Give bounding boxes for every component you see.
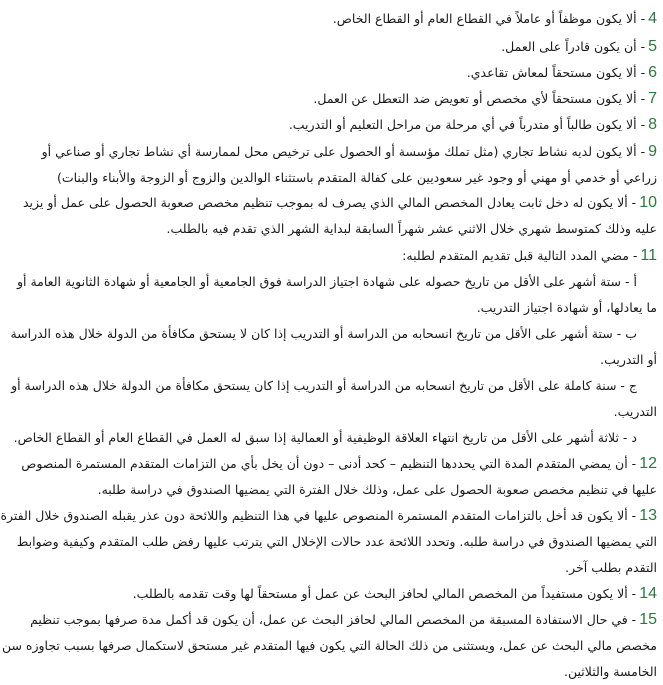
item-number: 10 <box>639 194 657 211</box>
condition-item-15 <box>30 607 657 633</box>
subitem-text: - ستة أشهر على الأقل من تاريخ حصوله على شهادة اجتياز الدراسة فوق الجامعية أو الجامعية أو شهادة الثانوية العامة أو <box>16 274 630 289</box>
condition-item-13-continued <box>16 529 657 555</box>
item-number: 7 <box>648 90 657 107</box>
item-text: - ألا يكون طالباً أو متدرباً في أي مرحلة من مراحل التعليم أو التدريب. <box>288 117 646 132</box>
condition-item-4 <box>85 6 657 32</box>
condition-item-10-continued <box>85 216 657 242</box>
subitem-label: د <box>631 430 637 445</box>
condition-item-12 <box>21 451 657 477</box>
item-number: 14 <box>639 585 657 602</box>
condition-item-13-continued-2 <box>85 555 657 581</box>
item-text: - ألا يكون مستفيداً من المخصص المالي لحافز البحث عن عمل أو مستحقاً لها وقت تقدمه بالطلب. <box>132 586 637 601</box>
item-text: التقدم بطلب آخر. <box>565 560 657 575</box>
subitem-a <box>16 269 637 295</box>
condition-item-11 <box>85 243 657 269</box>
item-number: 8 <box>648 116 657 133</box>
condition-item-10 <box>22 190 657 216</box>
item-text: زراعي أو خدمي أو مهني أو وجود غير سعوديين على كفالة المتقدم باستثناء الوالدين والزوج أو الزوجة والأبناء والبنات) <box>56 170 657 185</box>
condition-item-13 <box>0 503 657 529</box>
condition-item-8 <box>85 112 657 138</box>
item-number: 12 <box>639 455 657 472</box>
item-text: مخصص مالي البحث عن عمل، ويستثنى من ذلك الحالة التي يكون فيها المتقدم غير مستحق لاستكمال صرفها بسبب تجاوزه سن <box>1 638 657 653</box>
item-text: - ألا يكون مستحقاً لمعاش تقاعدي. <box>466 65 646 80</box>
item-text: - ألا يكون لديه نشاط تجاري (مثل تملك مؤسسة أو الحصول على ترخيص محل لممارسة أي نشاط تجاري أو صناعي أو <box>41 144 646 159</box>
subitem-c <box>11 373 637 399</box>
condition-item-9 <box>41 139 657 165</box>
subitem-a-continued <box>85 295 657 321</box>
item-text: - ألا يكون مستحقاً لأي مخصص أو تعويض ضد التعطل عن العمل. <box>313 91 646 106</box>
item-text: - ألا يكون موظفاً أو عاملاً في القطاع العام أو القطاع الخاص. <box>332 11 646 26</box>
item-text: الخامسة والثلاثين. <box>564 664 657 679</box>
subitem-text: أو التدريب. <box>600 352 657 367</box>
subitem-c-continued <box>85 399 657 425</box>
item-number: 15 <box>639 611 657 628</box>
subitem-text: التدريب. <box>613 404 657 419</box>
condition-item-15-continued <box>1 633 657 659</box>
item-number: 6 <box>648 64 657 81</box>
subitem-d <box>13 425 637 451</box>
item-number: 11 <box>640 247 657 264</box>
subitem-label: ج <box>628 378 637 393</box>
condition-item-15-continued-2 <box>85 659 657 685</box>
condition-item-12-continued <box>85 477 657 503</box>
condition-item-6 <box>85 60 657 86</box>
item-text: عليه وذلك كمتوسط شهري خلال الاثني عشر شهراً السابقة لبداية الشهر الذي تقدم فيه بالطلب. <box>166 221 657 236</box>
item-text: عليها في تنظيم مخصص صعوبة الحصول على عمل، وذلك خلال الفترة التي يمضيها الصندوق في دراسة طلبه. <box>97 482 657 497</box>
item-text: - في حال الاستفادة المسبقة من المخصص المالي لحافز البحث عن عمل، أن يكون قد أكمل مدة صرفها بموجب تنظيم <box>30 612 637 627</box>
item-number: 5 <box>648 38 657 55</box>
item-text: التي يمضيها الصندوق في دراسة طلبه. وتحدد اللائحة عدد حالات الإخلال التي يترتب عليها رفض طلب المتقدم وكيفية وضوابط <box>16 534 657 549</box>
condition-item-5 <box>85 34 657 60</box>
condition-item-7 <box>85 86 657 112</box>
subitem-b-continued <box>85 347 657 373</box>
item-number: 9 <box>648 143 657 160</box>
item-text: - أن يمضي المتقدم المدة التي يحددها التنظيم – كحد أدنى – دون أن يخل بأي من التزامات المتقدم المستمرة المنصوص <box>21 456 637 471</box>
subitem-label: ب <box>625 326 637 341</box>
item-number: 4 <box>648 10 657 27</box>
item-text: - أن يكون قادراً على العمل. <box>501 39 646 54</box>
item-text: - مضي المدد التالية قبل تقديم المتقدم لطلبه: <box>402 248 638 263</box>
subitem-text: - ثلاثة أشهر على الأقل من تاريخ انتهاء العلاقة الوظيفية أو العمالية إذا سبق له العمل في القطاع العام أو القطاع الخاص. <box>13 430 628 445</box>
item-number: 13 <box>639 507 657 524</box>
item-text: - ألا يكون قد أخل بالتزامات المتقدم المستمرة المنصوص عليها في هذا التنظيم واللائحة دون عذر يقبله الصندوق خلال الفترة <box>0 508 637 523</box>
subitem-text: ما يعادلها، أو شهادة اجتياز التدريب. <box>476 300 657 315</box>
condition-item-9-continued <box>56 165 657 191</box>
item-text: - ألا يكون له دخل ثابت يعادل المخصص المالي الذي يصرف له بموجب تنظيم مخصص صعوبة الحصول على عمل أو يزيد <box>22 195 637 210</box>
condition-item-14 <box>85 581 657 607</box>
subitem-label: أ <box>633 274 637 289</box>
subitem-text: - ستة أشهر على الأقل من تاريخ انسحابه من الدراسة أو التدريب إذا كان لا يستحق مكافأة من الدولة خلال هذه الدراسة <box>10 326 622 341</box>
subitem-b <box>10 321 637 347</box>
subitem-text: - سنة كاملة على الأقل من تاريخ انسحابه من الدراسة أو التدريب إذا كان يستحق مكافأة من الدولة خلال هذه الدراسة أو <box>11 378 625 393</box>
